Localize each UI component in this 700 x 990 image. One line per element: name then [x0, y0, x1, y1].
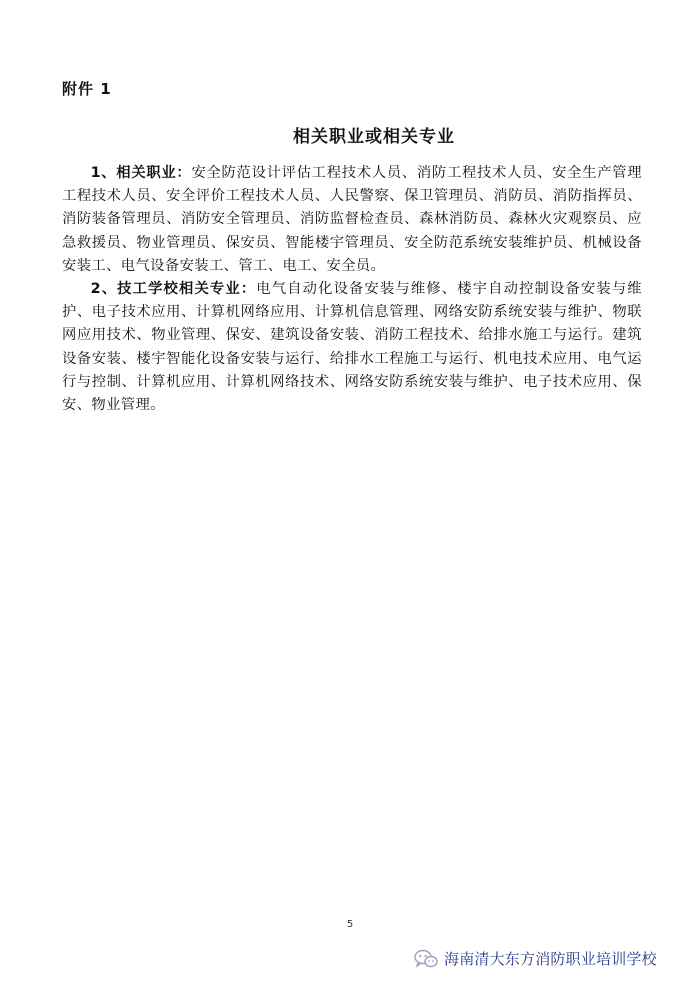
- paragraph-heading: 1、相关职业：: [90, 165, 192, 181]
- document-title: 相关职业或相关专业: [293, 127, 455, 147]
- document-body: [62, 162, 642, 417]
- watermark-text: 海南清大东方消防职业培训学校: [444, 950, 657, 968]
- attachment-label: 附件 1: [62, 80, 112, 98]
- paragraph-heading: 2、技工学校相关专业：: [90, 281, 257, 298]
- paragraph-related-majors: [62, 278, 642, 417]
- paragraph-text: 安全防范设计评估工程技术人员、消防工程技术人员、安全生产管理工程技术人员、安全评价工程技术人员、人民警察、保卫管理员、消防员、消防指挥员、消防装备管理员、消防安全管理员、消防监督检查员、森林消防员、森林火灾观察员、应急救援员、物业管理员、保安员、智能楼宇管理员、安全防范系统安装维护员、机械设备安装工、电气设备安装工、管工、电工、安全员。: [62, 165, 642, 274]
- watermark: [414, 948, 657, 969]
- paragraph-related-occupations: [62, 162, 642, 278]
- wechat-icon: [414, 949, 438, 969]
- paragraph-text: 电气自动化设备安装与维修、楼宇自动控制设备安装与维护、电子技术应用、计算机网络应用、计算机信息管理、网络安防系统安装与维护、物联网应用技术、物业管理、保安、建筑设备安装、消防工程技术、给排水施工与运行。建筑设备安装、楼宇智能化设备安装与运行、给排水工程施工与运行、机电技术应用、电气运行与控制、计算机应用、计算机网络技术、网络安防系统安装与维护、电子技术应用、保安、物业管理。: [62, 281, 642, 414]
- page-number: 5: [346, 919, 354, 930]
